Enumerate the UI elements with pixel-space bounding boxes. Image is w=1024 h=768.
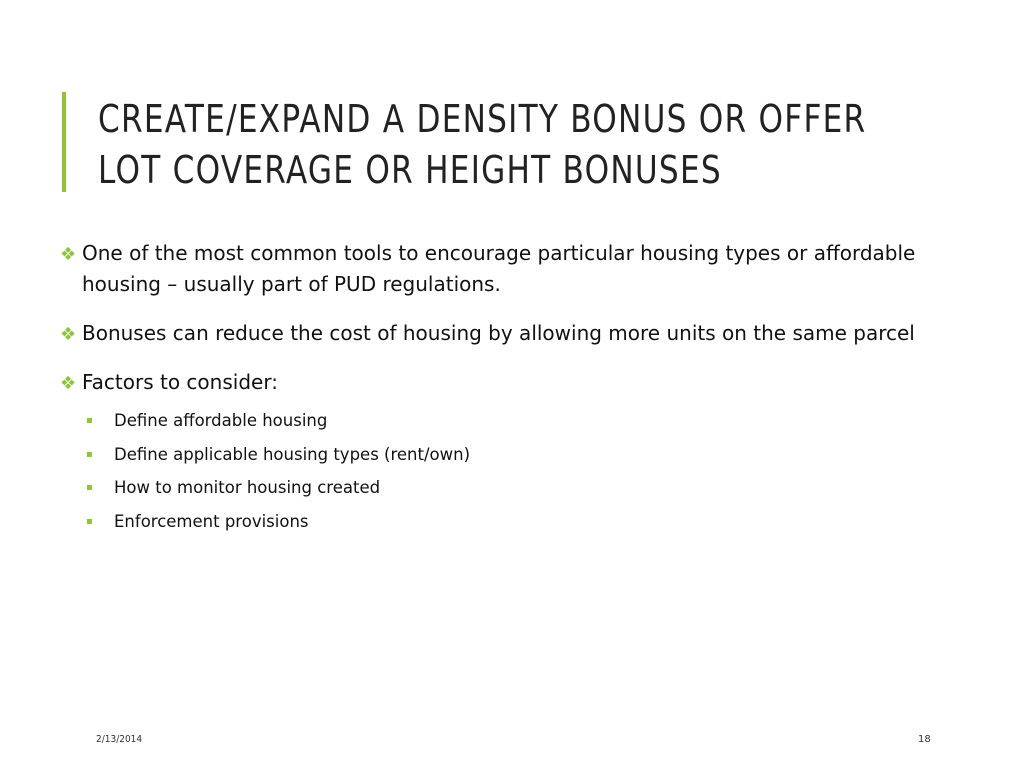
diamond-cluster-icon: ❖ (60, 324, 77, 345)
sub-bullet-item (84, 471, 960, 505)
slide-content (60, 238, 960, 538)
square-bullet-icon: ▪ (86, 415, 93, 426)
bullet-item (60, 238, 960, 300)
sub-bullet-text: How to monitor housing created (114, 478, 381, 497)
sub-bullet-text: Enforcement provisions (114, 511, 309, 531)
slide-title-line-2: LOT COVERAGE OR HEIGHT BONUSES (98, 148, 722, 192)
sub-bullet-text: Define applicable housing types (rent/own) (114, 444, 471, 464)
square-bullet-icon: ▪ (86, 482, 93, 493)
diamond-cluster-icon: ❖ (60, 244, 77, 265)
bullet-text: Bonuses can reduce the cost of housing by allowing more units on the same parcel (82, 321, 915, 345)
sub-bullet-list (60, 404, 960, 538)
slide-title-line-1: CREATE/EXPAND A DENSITY BONUS OR OFFER (98, 97, 867, 141)
bullet-item (60, 318, 960, 349)
sub-bullet-item (84, 438, 960, 472)
sub-bullet-text: Define affordable housing (114, 411, 328, 430)
bullet-item (60, 367, 960, 398)
bullet-text: One of the most common tools to encourage particular housing types or affordable housing – usually part of PUD regulations. (82, 241, 916, 296)
sub-bullet-item (84, 505, 960, 539)
square-bullet-icon: ▪ (86, 515, 93, 527)
footer-page-number: 18 (918, 734, 931, 745)
bullet-text: Factors to consider: (82, 370, 278, 394)
footer-date: 2/13/2014 (96, 734, 143, 745)
title-accent-bar (62, 92, 66, 192)
diamond-cluster-icon: ❖ (60, 373, 77, 394)
slide-title (98, 94, 867, 196)
square-bullet-icon: ▪ (86, 448, 93, 460)
sub-bullet-item (84, 404, 960, 438)
